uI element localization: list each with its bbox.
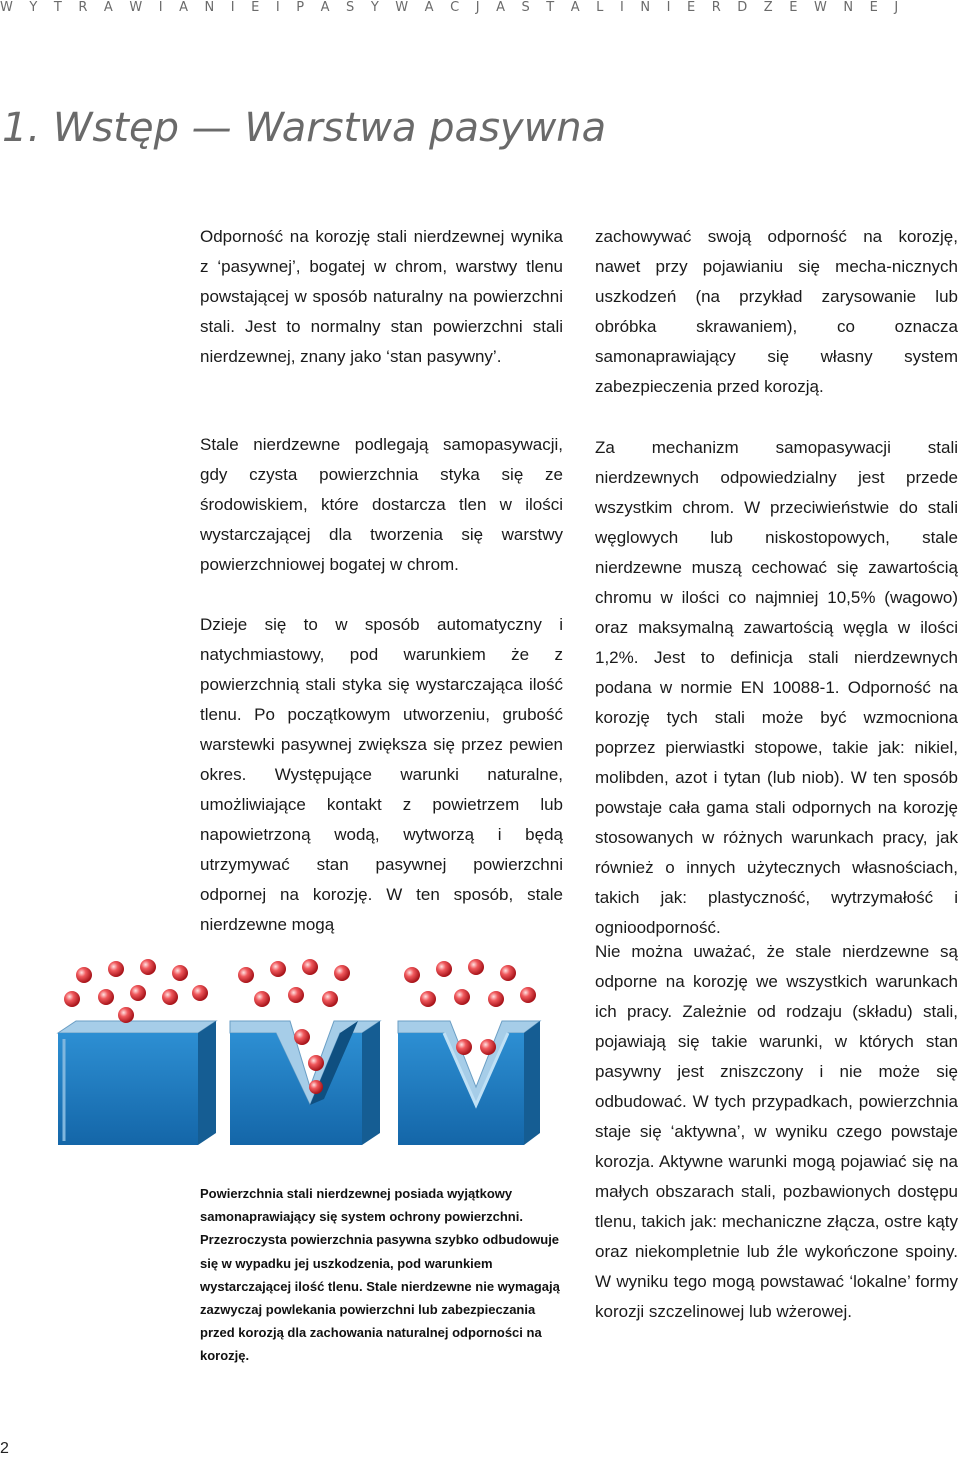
paragraph-self-passivation: Stale nierdzewne podlegają samopasywacji, gdy czysta powierzchnia styka się ze środowiskiem, które dostarcza tlen w ilości wystarczającej dla tworzenia się warstwy powierzchniowej bogatej w chrom. [200,435,563,574]
right-column-intro [595,222,958,402]
left-column-intro [200,222,563,372]
paragraph-passive-layer: Odporność na korozję stali nierdzewnej wynika z ‘pasywnej’, bogatej w chrom, warstwy tlenu powstającej w sposób naturalny na powierzchni stali. Jest to normalny stan powierzchni stali nierdzewnej, znany jako ‘stan pasywny’. [200,227,563,366]
paragraph-chromium: Za mechanizm samopasywacji stali nierdzewnych odpowiedzialny jest przede wszystkim chrom. W przeciwieństwie do stali węglowych lub niskostopowych, stale nierdzewne muszą cechować się zawartością chromu w ilości co najmniej 10,5% (wagowo) oraz maksymalną zawartością węgla w ilości 1,2%. Jest to definicja stali nierdzewnych podana w normie EN 10088-1. Odporność na korozję tych stali może być wzmocniona poprzez pierwiastki stopowe, takie jak: nikiel, molibden, azot i tytan (lub niob). W ten sposób powstaje cała gama stali odpornych na korozję stosowanych w różnych warunkach pracy, jak również o innych użytecznych własnościach, takich jak: plastyczność, wytrzymałość i ognioodporność. [595,438,958,937]
left-column-body [200,430,563,940]
right-column-body [595,433,958,943]
steel-block-repaired [398,1021,540,1145]
steel-block-intact [58,1021,216,1145]
paragraph-self-repair: zachowywać swoją odporność na korozję, nawet przy pojawianiu się mecha-nicznych uszkodzeń (na przykład zarysowanie lub obróbka skrawaniem), co oznacza samonaprawiający się własny system zabezpieczenia przed korozją. [595,227,958,396]
oxygen-balls-1 [64,959,208,1023]
page-title: 1. Wstęp — Warstwa pasywna [2,105,607,151]
paragraph-automatic-process: Dzieje się to w sposób automatyczny i natychmiastowy, pod warunkiem że z powierzchnią stali styka się wystarczająca ilość tlenu. Po początkowym utworzeniu, grubość warstewki pasywnej zwiększa się przez pewien okres. Występujące warunki naturalne, umożliwiające kontakt z powietrzem lub napowietrzoną wodą, wytworzą i będą utrzymywać stan pasywnej powierzchni odpornej na korozję. W ten sposób, stale nierdzewne mogą [200,615,563,934]
page-number: 2 [0,1440,9,1457]
right-column-end [595,937,958,1327]
paragraph-corrosion-conditions: Nie można uważać, że stale nierdzewne są odporne na korozję we wszystkich warunkach ich pracy. Zależnie od rodzaju (składu) stali, pojawiają się takie warunki, w których stan pasywny jest zniszczony i nie może się odbudować. W tych przypadkach, powierzchnia staje się ‘aktywna’, w wyniku czego powstaje korozja. Aktywne warunki mogą pojawiać się na małych obszarach stali, pozbawionych dostępu tlenu, takich jak: mechaniczne złącza, ostre kąty oraz niekompletnie lub źle wykończone spoiny. W wyniku tego mogą powstawać ‘lokalne’ formy korozji szczelinowej lub wżerowej. [595,942,958,1321]
passive-layer-illustration [40,955,560,1155]
figure-caption: Powierzchnia stali nierdzewnej posiada wyjątkowy samonaprawiający się system ochrony powierzchni. Przezroczysta powierzchnia pasywna szybko odbudowuje się w wypadku jej uszkodzenia, pod warunkiem wystarczającej ilość tlenu. Stale nierdzewne nie wymagają zazwyczaj powlekania powierzchni lub zabezpieczania przed korozją dla zachowania naturalnej odporności na korozję. [200,1186,560,1364]
running-header: W Y T R A W I A N I E I P A S Y W A C J A S T A L I N I E R D Z E W N E J [0,0,905,15]
